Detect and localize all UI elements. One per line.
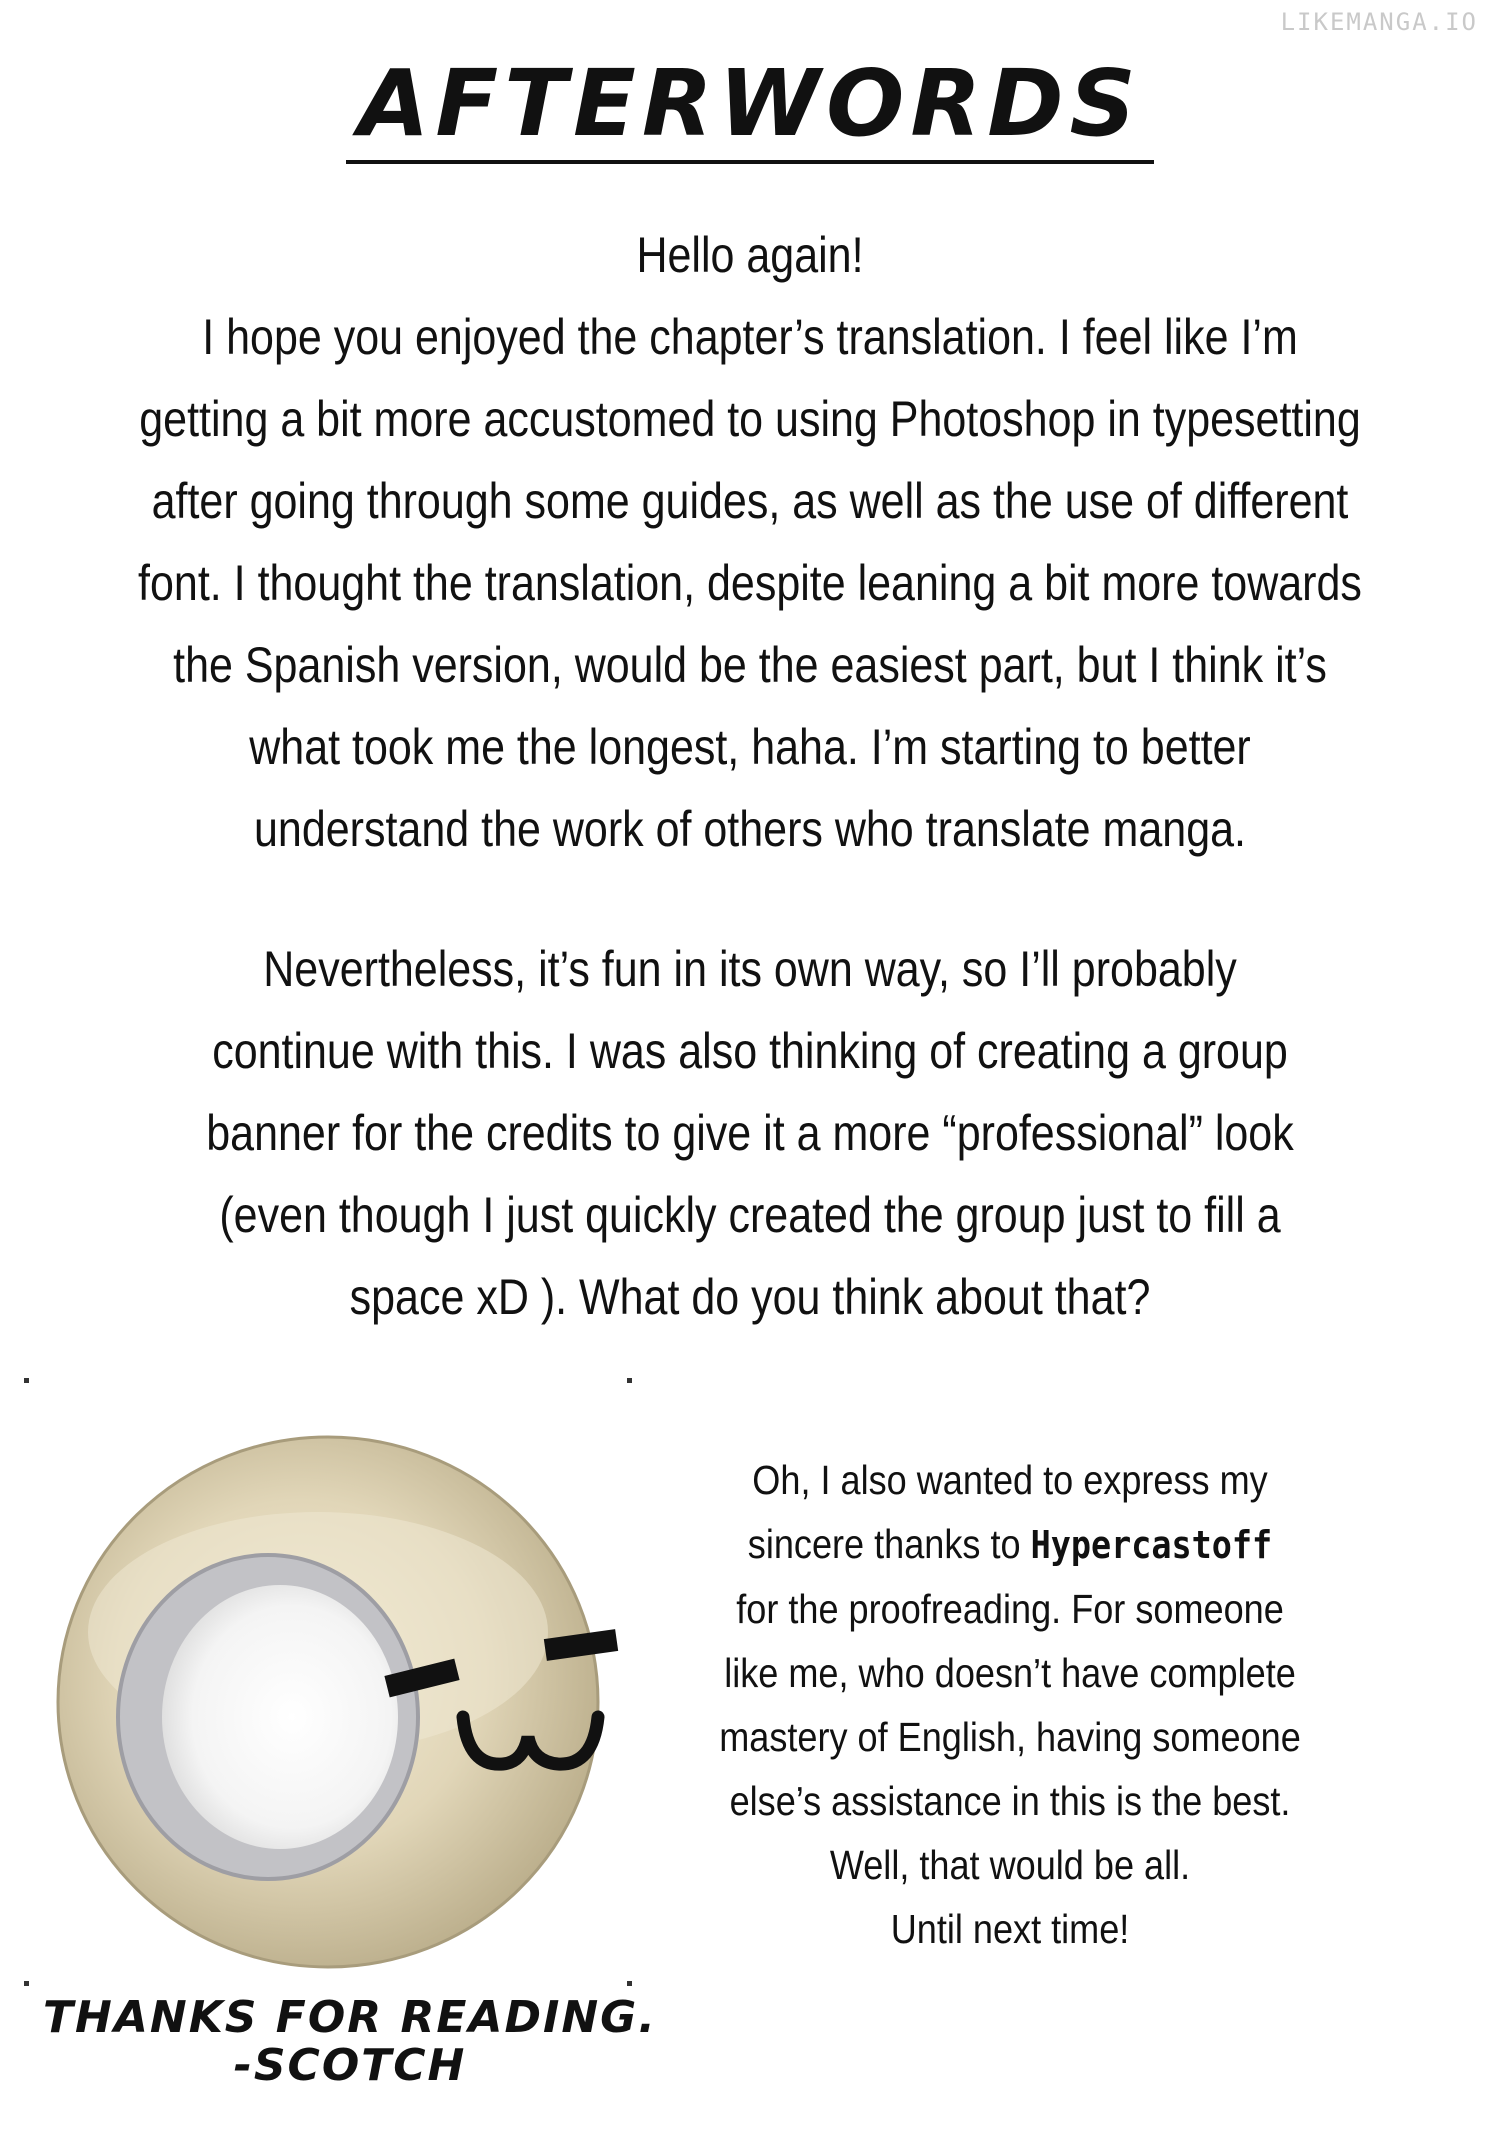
paragraph-line: the Spanish version, would be the easiest part, but I think it’s	[173, 637, 1327, 693]
paragraph-line: what took me the longest, haha. I’m starting to better	[249, 719, 1251, 775]
note-line: mastery of English, having someone	[719, 1714, 1301, 1760]
signoff	[30, 1994, 670, 2090]
page-title	[0, 50, 1500, 164]
tape-mascot-illustration	[18, 1372, 638, 1992]
note-line: Oh, I also wanted to express my	[752, 1457, 1268, 1503]
paragraph-intro	[105, 214, 1395, 870]
note-line	[693, 1512, 1327, 1577]
proofreader-name: Hypercastoff	[1030, 1523, 1273, 1567]
paragraph-line: continue with this. I was also thinking of creating a group	[212, 1023, 1288, 1079]
paragraph-line: font. I thought the translation, despite leaning a bit more towards	[138, 555, 1362, 611]
site-watermark: LIKEMANGA.IO	[1280, 8, 1478, 36]
paragraph-line: I hope you enjoyed the chapter’s translation. I feel like I’m	[202, 309, 1298, 365]
paragraph-line: after going through some guides, as well as the use of different	[151, 473, 1349, 529]
paragraph-continue	[105, 928, 1395, 1338]
paragraph-line: (even though I just quickly created the group just to fill a	[219, 1187, 1281, 1243]
note-line: Well, that would be all.	[829, 1842, 1191, 1888]
signoff-author: -SCOTCH	[233, 2040, 467, 2091]
signoff-line: THANKS FOR READING.	[42, 1992, 658, 2043]
frame-corner-mark	[627, 1981, 632, 1986]
note-line: Until next time!	[890, 1906, 1130, 1952]
frame-corner-mark	[627, 1378, 632, 1383]
thanks-note	[693, 1448, 1327, 1961]
note-line: for the proofreading. For someone	[736, 1586, 1284, 1632]
note-line: like me, who doesn’t have complete	[724, 1650, 1296, 1696]
tape-roll-icon	[18, 1372, 638, 1992]
paragraph-line: understand the work of others who translate manga.	[254, 801, 1246, 857]
paragraph-line: Nevertheless, it’s fun in its own way, so I’ll probably	[263, 941, 1237, 997]
paragraph-line: Hello again!	[636, 227, 864, 283]
paragraph-line: getting a bit more accustomed to using Photoshop in typesetting	[139, 391, 1361, 447]
paragraph-line: space xD ). What do you think about that?	[349, 1269, 1151, 1325]
note-line-text: sincere thanks to	[747, 1521, 1031, 1567]
paragraph-line: banner for the credits to give it a more “professional” look	[206, 1105, 1294, 1161]
note-line: else’s assistance in this is the best.	[729, 1778, 1291, 1824]
frame-corner-mark	[24, 1981, 29, 1986]
frame-corner-mark	[24, 1378, 29, 1383]
page-title-text: AFTERWORDS	[346, 58, 1154, 164]
